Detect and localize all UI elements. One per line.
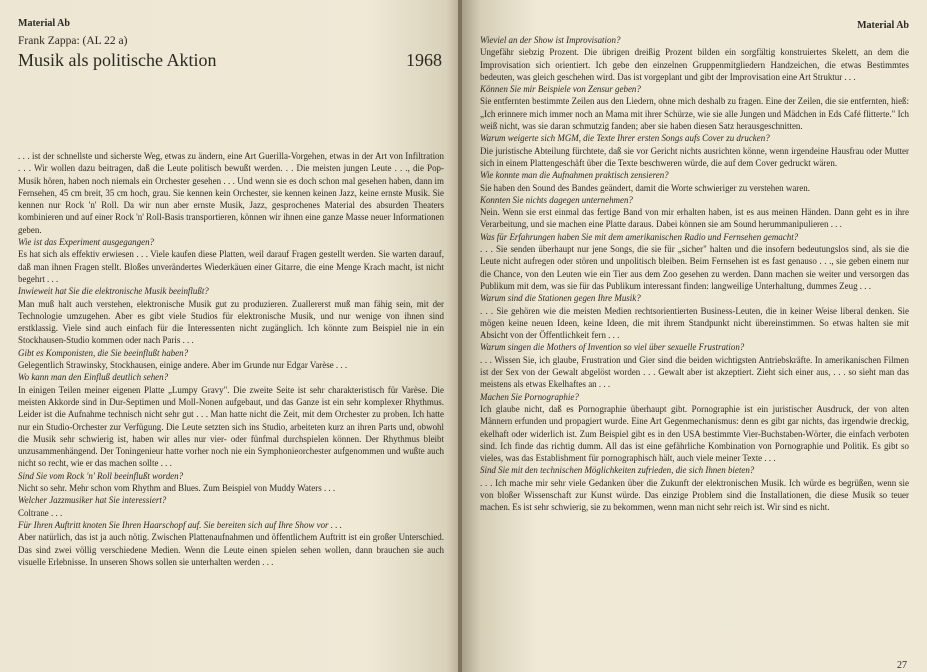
interview-answer: Ich glaube nicht, daß es Pornographie überhaupt gibt. Pornographie ist ein juristischer Ausdruck, der von alten Männern erfunden und propagiert wurde. Eine Art Gegenmechanismus: denn es gibt gar nichts, das irgendwie dreckig, ekelhaft oder widerlich ist. Zum Beispiel gibt es in den USA bestimmte Vier-Buchstaben-Wörter, die einfach verboten sind. Ich finde das richtig dumm. All das ist eine gefährliche Kombination von Pornographie und Politik. Es gibt so vieles, was das Establishment für pornographisch hält, auch viele meiner Texte . . . bbox=[480, 403, 909, 464]
interview-answer: Aber natürlich, das ist ja auch nötig. Zwischen Plattenaufnahmen und öffentlichem Auftritt ist ein großer Unterschied. Das sind zwei völlig verschiedene Medien. Wenn die Leute einen spielen sehen wollen, dann brauchen sie auch visuelle Erlebnisse. In unseren Shows sollen sie unterhalten werden . . . bbox=[18, 532, 444, 567]
interview-answer: Sie entfernten bestimmte Zeilen aus den Liedern, ohne mich deshalb zu fragen. Eine der Zeilen, die sie entfernten, hieß: „Ich erinnere mich immer noch an Mama mit ihrer Schürze, wie sie alle Jungen und Mädchen in Eds Café flitterte." Ich weiß nicht, was sie daran schmutzig fanden; aber sie haben diesen Satz herausgeschnitten. bbox=[480, 96, 909, 132]
interview-question: Wie ist das Experiment ausgegangen? bbox=[18, 237, 155, 248]
article-title: Musik als politische Aktion bbox=[18, 50, 217, 70]
interview-question: Warum singen die Mothers of Invention so viel über sexuelle Frustration? bbox=[480, 342, 745, 353]
interview-answer: . . . Ich mache mir sehr viele Gedanken über die Zukunft der elektronischen Musik. Ich würde es begrüßen, wenn sie von bloßer Wissenschaft zur Kunst würde. Das einzige Problem sind die Installationen, die diese Musik so teuer machen. Es ist sehr schwierig, sie zu bekommen, wenn man nicht sehr reich ist. Wir sind es nicht. bbox=[480, 477, 909, 513]
interview-question: Wo kann man den Einfluß deutlich sehen? bbox=[18, 372, 169, 383]
interview-answer: Ungefähr siebzig Prozent. Die übrigen dreißig Prozent bilden ein sorgfältig konstruiertes Skelett, an dem die Improvisation sich orientiert. Ich gebe den einzelnen Gruppenmitgliedern Handzeichen, die etwas Bestimmtes bedeuten, was gleich geschehen wird. Das ist vorgeplant und gibt der Improvisation eine Art Struktur . . . bbox=[480, 47, 909, 82]
interview-answer: . . . Wissen Sie, ich glaube, Frustration und Gier sind die beiden wichtigsten Antriebskräfte. In amerikanischen Filmen ist der Sex von der Gewalt abgelöst worden . . . Gewalt aber ist akzeptiert. Zieht sich einer aus, . . . so sieht man das meistens als etwas Ekelhaftes an . . . bbox=[480, 354, 909, 390]
interview-question: Was für Erfahrungen haben Sie mit dem amerikanischen Radio und Fernsehen gemacht? bbox=[480, 231, 799, 242]
interview-question: Gibt es Komponisten, die Sie beeinflußt haben? bbox=[18, 347, 189, 358]
left-body-text bbox=[18, 150, 444, 568]
author-line: Frank Zappa: (AL 22 a) bbox=[18, 35, 128, 47]
interview-question: Wieviel an der Show ist Improvisation? bbox=[480, 35, 621, 45]
interview-answer: Es hat sich als effektiv erwiesen . . . Viele kaufen diese Platten, weil darauf Fragen gestellt werden. Sie warten darauf, daß man ihnen Fragen stellt. Bloßes unverändertes Wiederkäuen einer Gitarre, die eine Menge Krach macht, ist nicht begehrt . . . bbox=[18, 249, 444, 284]
page-number: 27 bbox=[897, 660, 907, 671]
running-head-right: Material Ab bbox=[857, 20, 909, 31]
left-page bbox=[0, 0, 460, 672]
interview-answer: Nein. Wenn sie erst einmal das fertige Band von mir erhalten haben, ist es aus meinen Händen. Dann geht es in ihre Verarbeitung, und sie machen eine Platte daraus. Dabei können sie am Sound herummanipulieren . . . bbox=[480, 207, 909, 230]
interview-question: Wie konnte man die Aufnahmen praktisch zensieren? bbox=[480, 170, 669, 181]
article-year: 1968 bbox=[406, 50, 442, 70]
right-body-text bbox=[480, 34, 909, 514]
running-head-left: Material Ab bbox=[18, 18, 70, 29]
interview-question: Welcher Jazzmusiker hat Sie interessiert? bbox=[18, 495, 167, 506]
right-page bbox=[462, 0, 927, 672]
interview-answer: Nicht so sehr. Mehr schon vom Rhythm and Blues. Zum Beispiel von Muddy Waters . . . bbox=[18, 483, 336, 494]
interview-question: Konnten Sie nichts dagegen unternehmen? bbox=[480, 194, 633, 205]
interview-question: Warum sind die Stationen gegen Ihre Musik? bbox=[480, 293, 641, 304]
interview-question: Sind Sie vom Rock 'n' Roll beeinflußt worden? bbox=[18, 470, 184, 481]
interview-question: Können Sie mir Beispiele von Zensur geben? bbox=[480, 84, 641, 95]
interview-answer: Die juristische Abteilung fürchtete, daß sie vor Gericht nichts ausrichten könne, wenn irgendeine Hausfrau oder Mutter sich in einem Plattengeschäft über die Texte beschweren würde, die auf dem Cover gedruckt wären. bbox=[480, 145, 909, 168]
title-row bbox=[18, 49, 444, 71]
interview-question: Sind Sie mit den technischen Möglichkeiten zufrieden, die sich Ihnen bieten? bbox=[480, 465, 755, 476]
interview-answer: Gelegentlich Strawinsky, Stockhausen, einige andere. Aber im Grunde nur Edgar Varèse . . . bbox=[18, 360, 348, 371]
interview-answer: . . . Sie gehören wie die meisten Medien rechtsorientierten Business-Leuten, die in keiner Weise liberal denken. Sie mögen keine neuen Ideen, keine Ideen, die mit ihrem Standpunkt nicht übereinstimmen. So etwas halten sie mit Absicht von der Öffentlichkeit fern . . . bbox=[480, 305, 909, 341]
interview-question: Für Ihren Auftritt knoten Sie Ihren Haarschopf auf. Sie bereiten sich auf Ihre Show vor . . . bbox=[18, 519, 342, 530]
interview-answer: . . . Sie senden überhaupt nur jene Songs, die sie für „sicher" halten und die insofern bedeutungslos sind, als sie die Leute nicht aufregen oder stören und unpolitisch bleiben. Beim Fernsehen ist es fast genauso . . ., sie geben einem nur die Chance, von den Leuten wie ein Tier aus dem Zoo gesehen zu werden. Dann machen sie weiter und versorgen das Publikum mit dem, was sie für das Publikum interessant finden: langweilige Unterhaltung, dummes Zeug . . . bbox=[480, 244, 909, 291]
interview-answer: Coltrane . . . bbox=[18, 507, 63, 518]
interview-answer: Man muß halt auch verstehen, elektronische Musik gut zu produzieren. Zuallererst muß man fähig sein, mit der Technologie umzugehen. Aber es gibt viele Studios für elektronische Musik, und nur wenige von ihnen sind erstklassig. Viele sind auch einfach für die Interessenten nicht zugänglich. Ich könnte zum Beispiel nie in ein Stockhausen-Studio kommen oder nach Paris . . . bbox=[18, 298, 444, 346]
interview-question: Inwieweit hat Sie die elektronische Musik beeinflußt? bbox=[18, 286, 209, 297]
interview-answer: Sie haben den Sound des Bandes geändert, damit die Worte schwieriger zu verstehen waren. bbox=[480, 182, 810, 193]
interview-answer: In einigen Teilen meiner eigenen Platte „Lumpy Gravy". Die zweite Seite ist sehr charakteristisch für Varèse. Die meisten Akkorde sind in Dur-Septimen und Moll-Nonen aufgebaut, und das Ganze ist ein sehr komplexer Rhythmus. Leider ist die Aufnahme technisch nicht sehr gut . . . Man hatte nicht die Zeit, mit dem Orchester zu proben. Ich hatte nur ein Studio-Orchester zur Verfügung. Die Leute setzten sich ins Studio, arbeiteten kurz an ihren Parts und, obwohl die Musik sehr schwierig ist, haben wir alles nur vier- oder fünfmal durchspielen können. Der Rhythmus bleibt unzusammenhängend. Der Toningenieur hatte vorher noch nie ein Symphonieorchester aufgenommen und wußte auch nicht so recht, wie er das machen sollte . . . bbox=[18, 384, 444, 469]
interview-answer: . . . ist der schnellste und sicherste Weg, etwas zu ändern, eine Art Guerilla-Vorgehen, etwas in der Art von Infiltration . . . Wir wollen dazu beitragen, daß die Leute politisch bewußt werden. . . Die meisten jungen Leute . . ., die Pop-Musik hören, haben noch niemals ein Orchester gesehen . . . Und wenn sie es doch schon mal gesehen haben, dann im Fernsehen, 45 cm breit, 35 cm hoch, grau. Sie kennen kein Orchester, sie kennen keinen Jazz, keine ernste Musik. Sie kennen nur Rock 'n' Roll. Da wir nun aber ernste Musik, Jazz, gesprochenes Material des absurden Theaters kombinieren und auf einer Rock 'n' Roll-Basis transportieren, können wir ihnen eine ganze Masse neuer Informationen geben. bbox=[18, 151, 444, 235]
interview-question: Machen Sie Pornographie? bbox=[480, 391, 579, 402]
interview-question: Warum weigerte sich MGM, die Texte Ihrer ersten Songs aufs Cover zu drucken? bbox=[480, 133, 770, 144]
